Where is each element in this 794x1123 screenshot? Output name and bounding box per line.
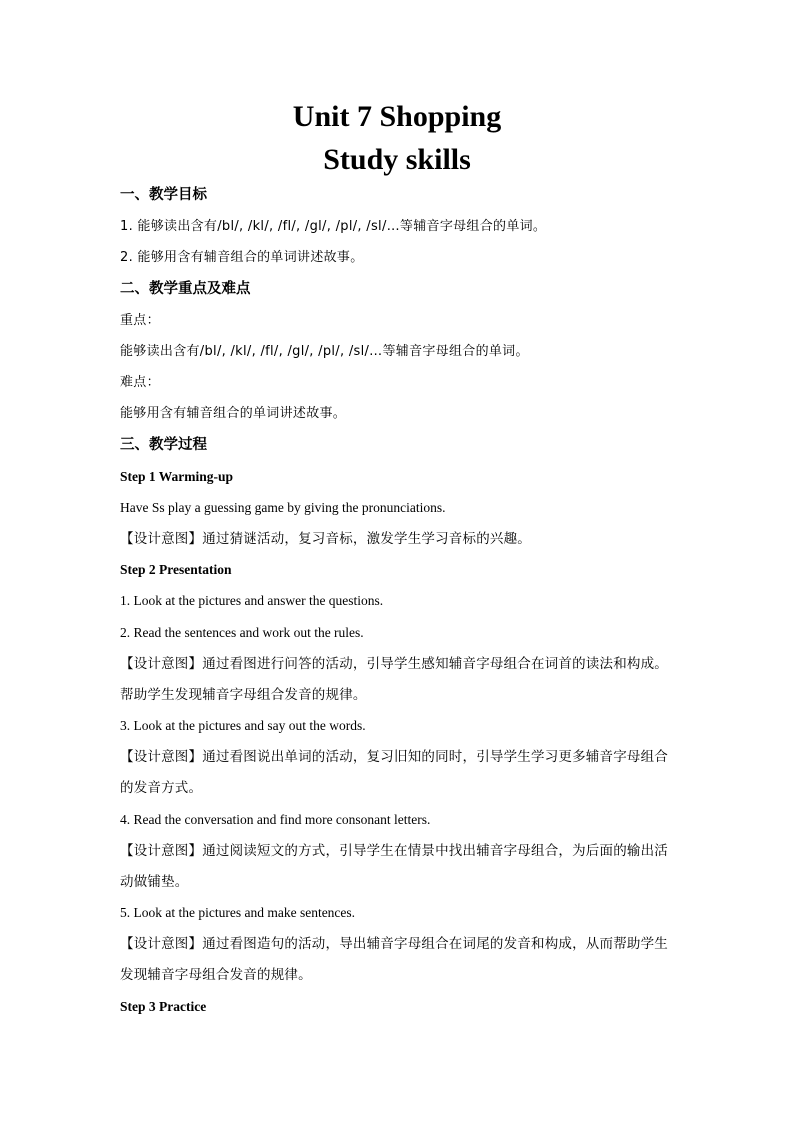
step2-item-5: 5. Look at the pictures and make sentences.	[120, 905, 356, 920]
step1-title: Step 1 Warming-up	[120, 469, 234, 484]
difficult-point-text: 能够用含有辅音组合的单词讲述故事。	[120, 406, 347, 421]
step2-intent-3-line1: 【设计意图】通过看图说出单词的活动，复习旧知的同时，引导学生学习更多辅音字母组合	[120, 749, 668, 765]
step2-item-3: 3. Look at the pictures and say out the words.	[120, 718, 366, 733]
step2-intent-5-line2: 发现辅音字母组合发音的规律。	[120, 967, 312, 983]
step2-intent-5-line1: 【设计意图】通过看图造句的活动，导出辅音字母组合在词尾的发音和构成，从而帮助学生	[120, 936, 668, 952]
document-title: Unit 7 Shopping	[292, 100, 502, 133]
difficult-point-label: 难点：	[120, 375, 160, 390]
objective-item-2: 2. 能够用含有辅音组合的单词讲述故事。	[120, 250, 364, 265]
step2-intent-4-line2: 动做铺垫。	[120, 874, 189, 890]
step1-text: Have Ss play a guessing game by giving the pronunciations.	[120, 500, 446, 515]
step2-item-4: 4. Read the conversation and find more consonant letters.	[120, 812, 431, 827]
step2-item-1: 1. Look at the pictures and answer the questions.	[120, 593, 384, 608]
key-point-label: 重点：	[120, 313, 160, 328]
step3-title: Step 3 Practice	[120, 999, 207, 1014]
step2-intent-2-line2: 帮助学生发现辅音字母组合发音的规律。	[120, 687, 367, 703]
step2-intent-2-line1: 【设计意图】通过看图进行问答的活动，引导学生感知辅音字母组合在词首的读法和构成。	[120, 656, 668, 672]
step2-intent-3-line2: 的发音方式。	[120, 780, 203, 796]
key-point-text: 能够读出含有/bl/, /kl/, /fl/, /gl/, /pl/, /sl/…等辅音字母组合的单词。	[120, 344, 529, 359]
step2-title: Step 2 Presentation	[120, 562, 232, 577]
step2-item-2: 2. Read the sentences and work out the rules.	[120, 625, 364, 640]
objective-item-1: 1. 能够读出含有/bl/, /kl/, /fl/, /gl/, /pl/, /sl/…等辅音字母组合的单词。	[120, 219, 547, 234]
step2-intent-4-line1: 【设计意图】通过阅读短文的方式，引导学生在情景中找出辅音字母组合，为后面的输出活	[120, 843, 668, 859]
section-heading-objectives: 一、教学目标	[120, 187, 207, 203]
step1-intent: 【设计意图】通过猜谜活动，复习音标，激发学生学习音标的兴趣。	[120, 531, 531, 547]
section-heading-key-points: 二、教学重点及难点	[120, 281, 251, 297]
section-heading-process: 三、教学过程	[120, 437, 207, 453]
document-subtitle: Study skills	[323, 143, 471, 176]
